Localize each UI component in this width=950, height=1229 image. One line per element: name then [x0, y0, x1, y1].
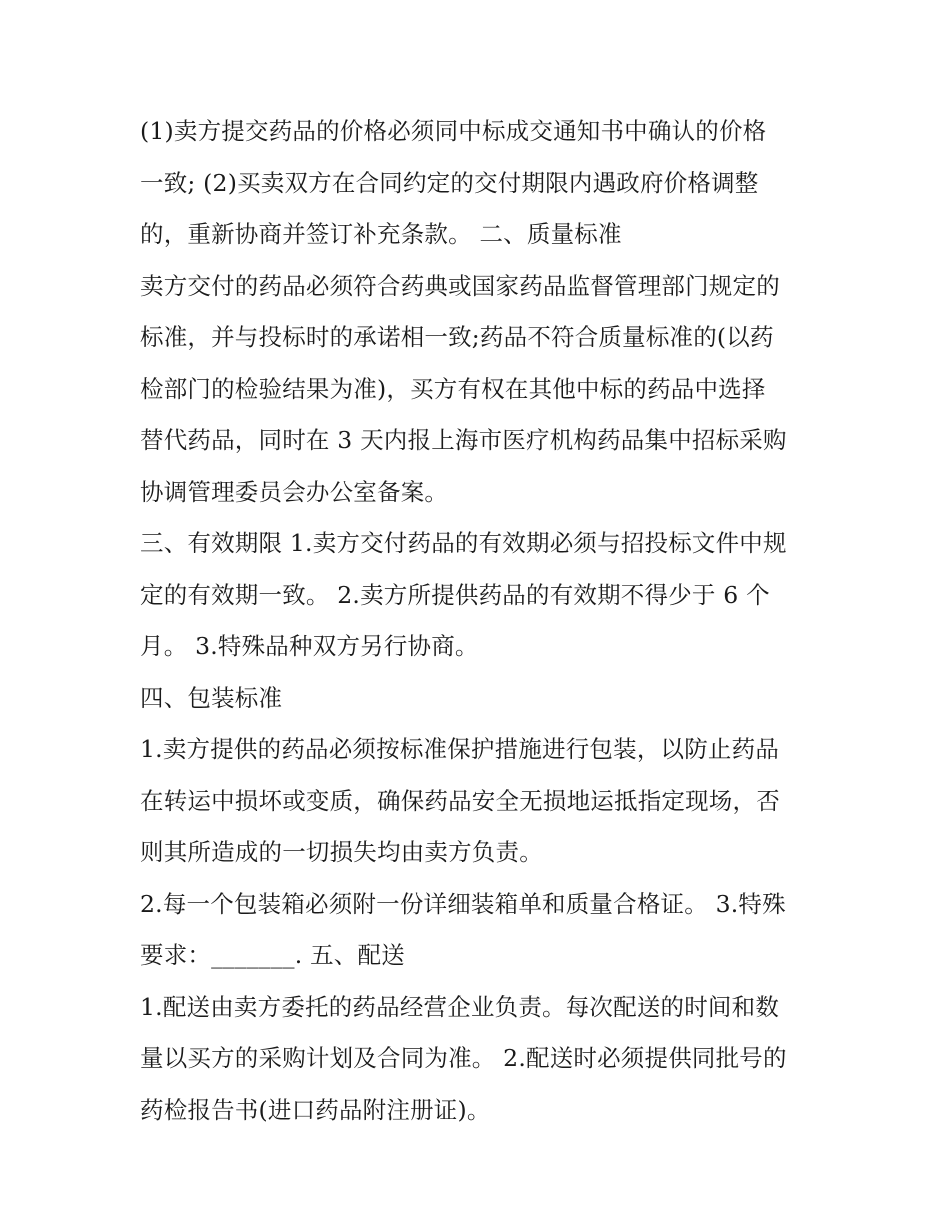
text-line: 协调管理委员会办公室备案。: [140, 477, 449, 506]
text-line: 定的有效期一致。 2.卖方所提供药品的有效期不得少于 6 个: [140, 580, 770, 609]
text-line: 检部门的检验结果为准)，买方有权在其他中标的药品中选择: [140, 374, 766, 403]
text-line: 1.卖方提供的药品必须按标准保护措施进行包装，以防止药品: [140, 735, 780, 763]
section-heading: 四、包装标准: [140, 683, 283, 712]
text-line: (1)卖方提交药品的价格必须同中标成交通知书中确认的价格: [140, 117, 767, 145]
document-body: [140, 106, 820, 1136]
text-line: 1.配送由卖方委托的药品经营企业负责。每次配送的时间和数: [140, 992, 780, 1021]
text-line: 三、有效期限 1.卖方交付药品的有效期必须与招投标文件中规: [140, 529, 787, 557]
text-line: 要求：_______. 五、配送: [140, 941, 405, 969]
text-line: 替代药品，同时在 3 天内报上海市医疗机构药品集中招标采购: [140, 426, 787, 454]
text-line: 在转运中损坏或变质，确保药品安全无损地运抵指定现场，否: [140, 786, 780, 815]
text-line: 一致; (2)买卖双方在合同约定的交付期限内遇政府价格调整: [140, 168, 759, 197]
text-line: 2.每一个包装箱必须附一份详细装箱单和质量合格证。 3.特殊: [140, 889, 786, 918]
text-line: 则其所造成的一切损失均由卖方负责。: [140, 838, 543, 866]
text-line: 的，重新协商并签订补充条款。 二、质量标准: [140, 220, 622, 248]
text-line: 标准，并与投标时的承诺相一致;药品不符合质量标准的(以药: [140, 323, 774, 351]
text-line: 药检报告书(进口药品附注册证)。: [140, 1095, 491, 1124]
text-line: 卖方交付的药品必须符合药典或国家药品监督管理部门规定的: [140, 271, 780, 300]
text-line: 量以买方的采购计划及合同为准。 2.配送时必须提供同批号的: [140, 1044, 787, 1072]
text-line: 月。 3.特殊品种双方另行协商。: [140, 632, 479, 660]
